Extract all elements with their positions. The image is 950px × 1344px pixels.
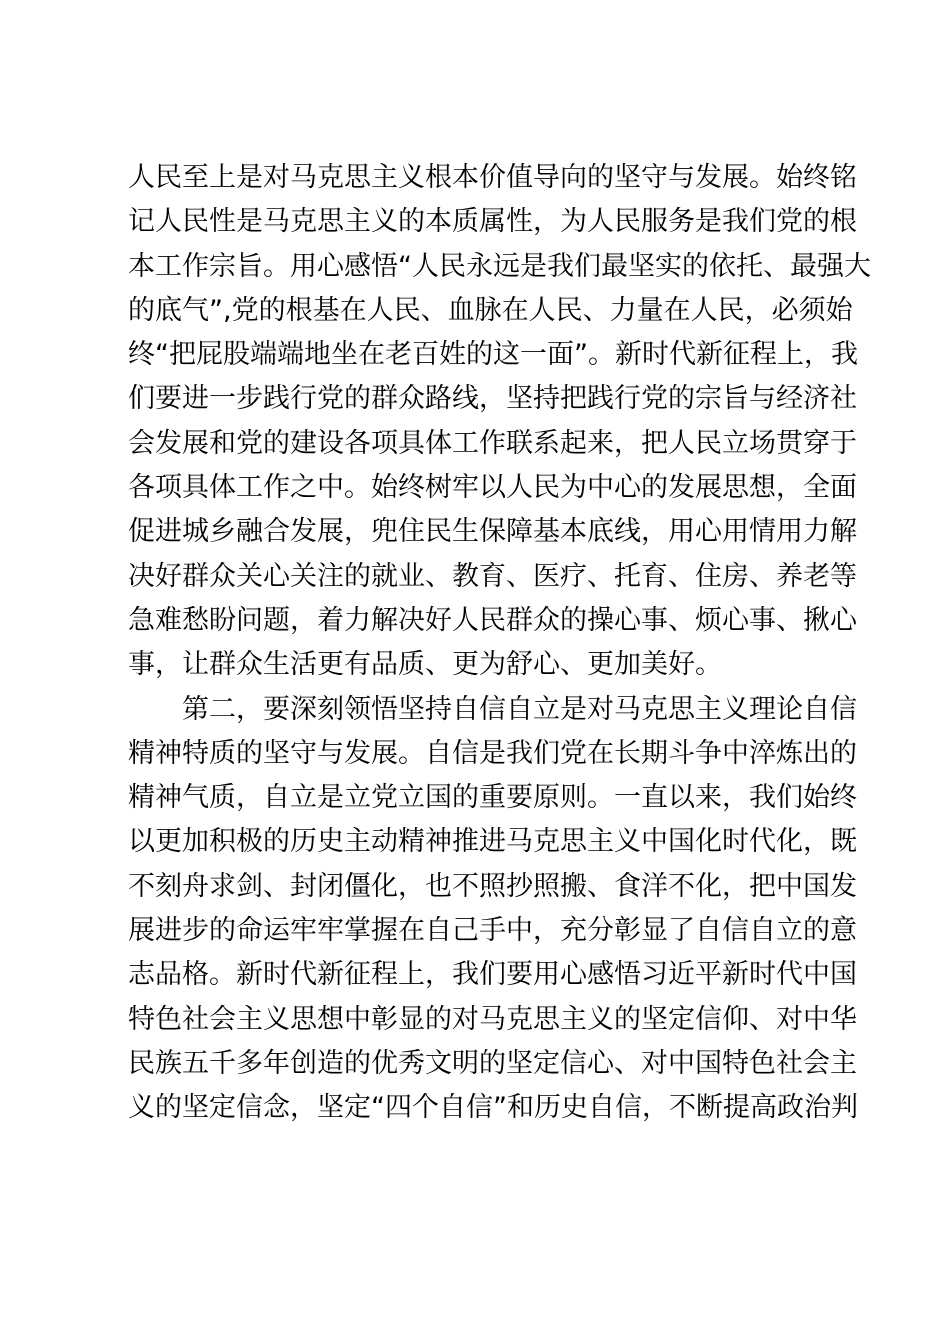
- text-line: 以更加积极的历史主动精神推进马克思主义中国化时代化，既: [128, 826, 857, 858]
- text-line: 急难愁盼问题，着力解决好人民群众的操心事、烦心事、揪心: [128, 604, 857, 636]
- text-line: 事，让群众生活更有品质、更为舒心、更加美好。: [128, 649, 722, 681]
- text-line: 促进城乡融合发展，兜住民生保障基本底线，用心用情用力解: [128, 516, 857, 548]
- text-line: 特色社会主义思想中彰显的对马克思主义的坚定信仰、对中华: [128, 1003, 857, 1035]
- text-line: 的底气”,党的根基在人民、血脉在人民、力量在人民，必须始: [128, 294, 853, 326]
- text-line: 精神气质，自立是立党立国的重要原则。一直以来，我们始终: [128, 782, 857, 814]
- text-line: 第二，要深刻领悟坚持自信自立是对马克思主义理论自信: [182, 693, 857, 725]
- text-line: 民族五千多年创造的优秀文明的坚定信心、对中国特色社会主: [128, 1047, 857, 1079]
- text-line: 不刻舟求剑、封闭僵化，也不照抄照搬、食洋不化，把中国发: [128, 870, 857, 902]
- text-line: 义的坚定信念，坚定“四个自信”和历史自信，不断提高政治判: [128, 1092, 858, 1124]
- text-line: 精神特质的坚守与发展。自信是我们党在长期斗争中淬炼出的: [128, 737, 857, 769]
- text-line: 记人民性是马克思主义的本质属性，为人民服务是我们党的根: [128, 206, 857, 238]
- text-line: 终“把屁股端端地坐在老百姓的这一面”。新时代新征程上，我: [128, 339, 858, 371]
- text-line: 人民至上是对马克思主义根本价值导向的坚守与发展。始终铭: [128, 162, 857, 193]
- body-text: [128, 156, 871, 1131]
- text-line: 志品格。新时代新征程上，我们要用心感悟习近平新时代中国: [128, 959, 857, 991]
- text-line: 们要进一步践行党的群众路线，坚持把践行党的宗旨与经济社: [128, 383, 857, 415]
- text-line: 展进步的命运牢牢掌握在自己手中，充分彰显了自信自立的意: [128, 915, 857, 947]
- text-line: 各项具体工作之中。始终树牢以人民为中心的发展思想，全面: [128, 472, 857, 504]
- text-line: 决好群众关心关注的就业、教育、医疗、托育、住房、养老等: [128, 560, 857, 592]
- text-line: 会发展和党的建设各项具体工作联系起来，把人民立场贯穿于: [128, 427, 857, 459]
- text-line: 本工作宗旨。用心感悟“人民永远是我们最坚实的依托、最强大: [128, 250, 871, 282]
